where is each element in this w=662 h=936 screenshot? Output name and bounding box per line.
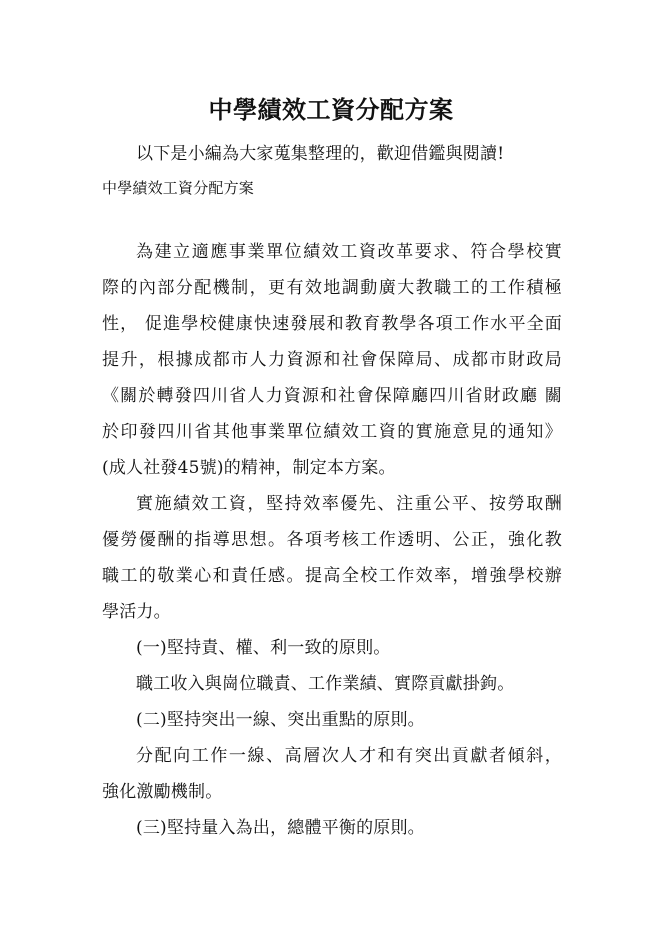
document-title: 中學績效工資分配方案 [208, 95, 454, 124]
paragraph-1-line-6: 於印發四川省其他事業單位績效工資的實施意見的通知》 [102, 422, 562, 442]
paragraph-1-line-1: 為建立適應事業單位績效工資改革要求、符合學校實 [136, 242, 562, 262]
principle-1-text: 職工收入與崗位職責、工作業績、實際貢獻掛鉤。 [136, 674, 515, 694]
paragraph-1-line-3: 性， 促進學校健康快速發展和教育教學各項工作水平全面 [102, 314, 562, 334]
paragraph-1-line-7: (成人社發45號)的精神，制定本方案。 [102, 458, 396, 478]
principle-1-heading: (一)堅持責、權、利一致的原則。 [136, 638, 391, 658]
paragraph-2-line-4: 學活力。 [102, 602, 171, 622]
paragraph-2-line-1: 實施績效工資，堅持效率優先、注重公平、按勞取酬 [136, 494, 562, 514]
paragraph-2-line-3: 職工的敬業心和責任感。提高全校工作效率，增強學校辦 [102, 566, 562, 586]
intro-line: 以下是小編為大家蒐集整理的，歡迎借鑑與閱讀! [136, 144, 505, 164]
principle-2-text-line-2: 強化激勵機制。 [102, 782, 223, 802]
subtitle-line: 中學績效工資分配方案 [102, 179, 255, 197]
principle-3-heading: (三)堅持量入為出，總體平衡的原則。 [136, 818, 425, 838]
principle-2-heading: (二)堅持突出一線、突出重點的原則。 [136, 710, 425, 730]
paragraph-1-line-4: 提升，根據成都市人力資源和社會保障局、成都市財政局 [102, 350, 562, 370]
paragraph-1-line-5: 《關於轉發四川省人力資源和社會保障廳四川省財政廳 關 [102, 386, 562, 406]
principle-2-text-line-1: 分配向工作一線、高層次人才和有突出貢獻者傾斜， [136, 746, 562, 766]
paragraph-2-line-2: 優勞優酬的指導思想。各項考核工作透明、公正，強化教 [102, 530, 562, 550]
paragraph-1-line-2: 際的內部分配機制，更有效地調動廣大教職工的工作積極 [102, 278, 562, 298]
